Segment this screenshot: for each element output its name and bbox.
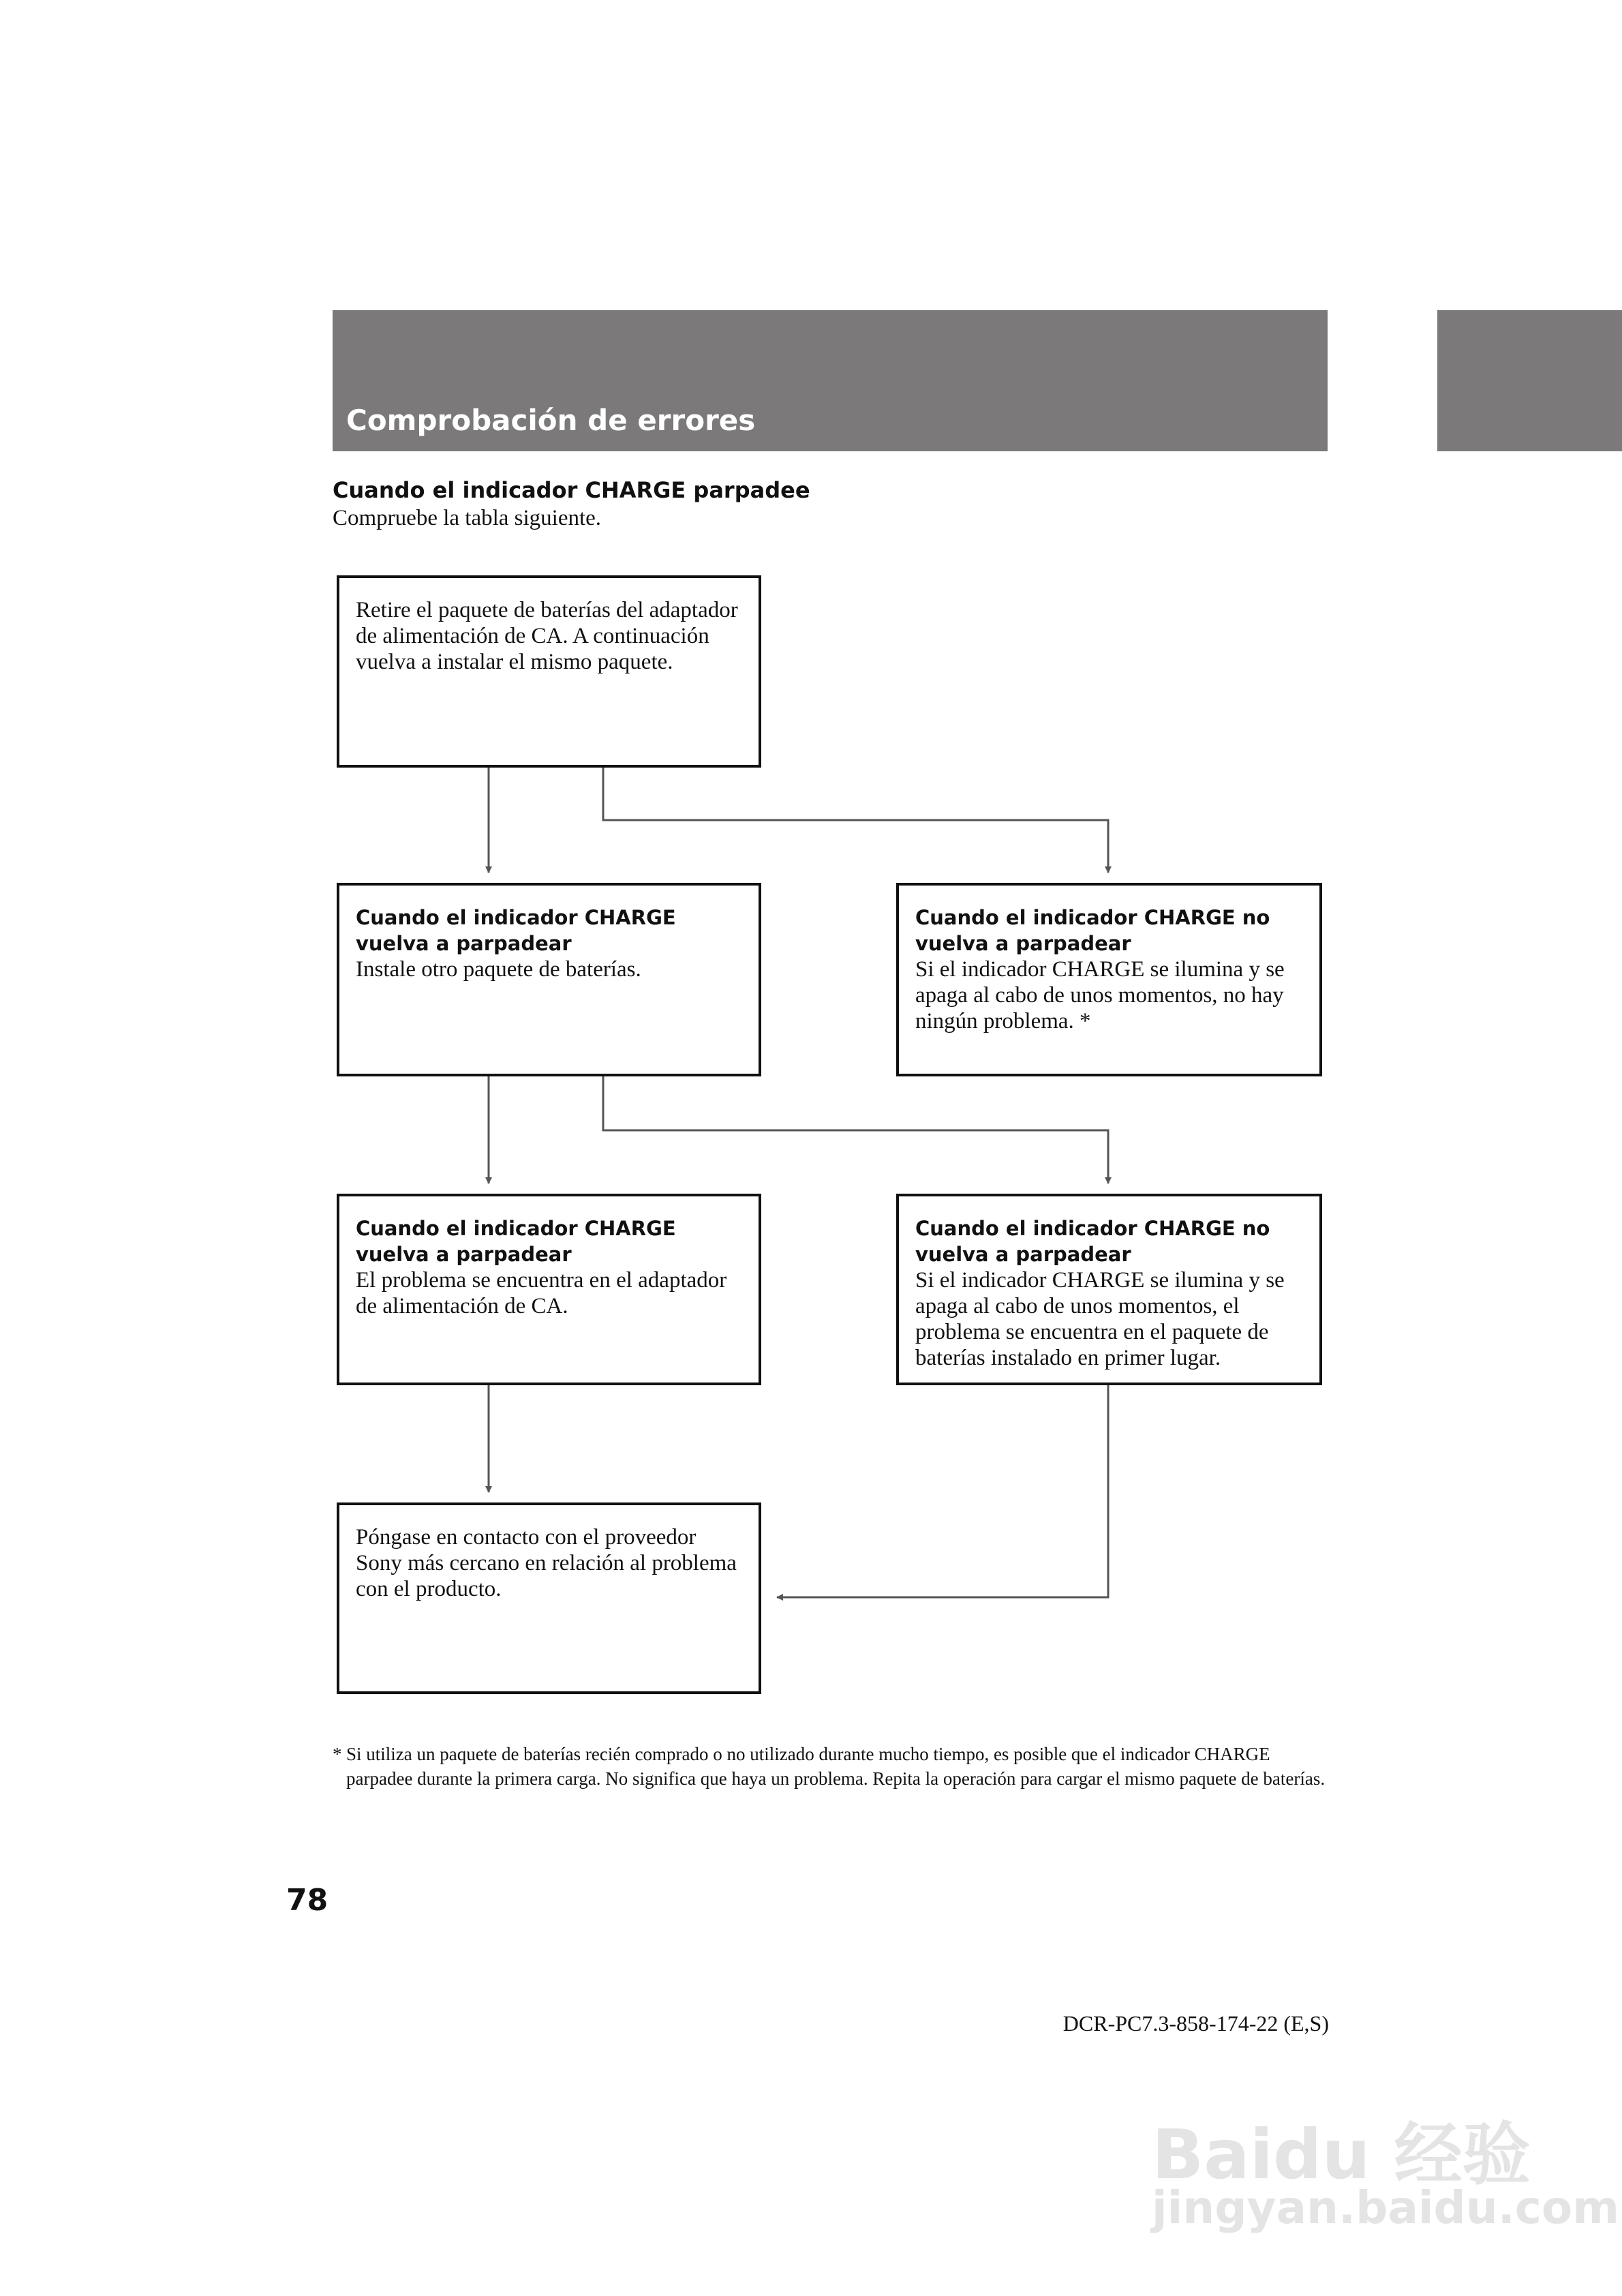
flow-box-heading: Cuando el indicador CHARGE vuelva a parpadear [356, 906, 676, 955]
flow-box-step2-no [896, 883, 1322, 1076]
flow-box-step3-yes [337, 1194, 761, 1385]
flow-box-step3-no [896, 1194, 1322, 1385]
flow-box-text: El problema se encuentra en el adaptador de alimentación de CA. [356, 1268, 727, 1318]
flow-box-text: Si el indicador CHARGE se ilumina y se apaga al cabo de unos momentos, el problema se encuentra en el paquete de baterías instalado en primer lugar. [915, 1268, 1285, 1370]
flow-box-text: Si el indicador CHARGE se ilumina y se apaga al cabo de unos momentos, no hay ningún problema. * [915, 957, 1285, 1033]
flow-box-text: Retire el paquete de baterías del adaptador de alimentación de CA. A continuación vuelva a instalar el mismo paquete. [356, 598, 738, 674]
arrow-start-to-no [603, 768, 1108, 873]
flow-box-end [337, 1502, 761, 1694]
page-number: 78 [286, 1883, 328, 1918]
section-heading: Cuando el indicador CHARGE parpadee [333, 477, 810, 503]
flow-box-heading: Cuando el indicador CHARGE no vuelva a parpadear [915, 1217, 1270, 1266]
baidu-watermark-url: jingyan.baidu.com [1152, 2181, 1620, 2234]
section-intro: Compruebe la tabla siguiente. [333, 506, 602, 530]
flow-box-start [337, 575, 761, 768]
page-title: Comprobación de errores [346, 404, 756, 437]
footnote-marker: * [333, 1744, 342, 1764]
flow-box-step2-yes [337, 883, 761, 1076]
footnote [333, 1742, 1334, 1791]
footnote-text: Si utiliza un paquete de baterías recién comprado o no utilizado durante mucho tiempo, es posible que el indicador CHARGE parpadee durante la primera carga. No significa que haya un problema. Repita la operación para cargar el mismo paquete de baterías. [346, 1744, 1326, 1789]
model-code: DCR-PC7.3-858-174-22 (E,S) [1062, 2011, 1329, 2036]
flow-box-text: Instale otro paquete de baterías. [356, 957, 641, 982]
flow-box-heading: Cuando el indicador CHARGE vuelva a parpadear [356, 1217, 676, 1266]
arrow-step2-to-no [603, 1076, 1108, 1183]
arrow-step3no-to-end [777, 1385, 1108, 1597]
flow-box-heading: Cuando el indicador CHARGE no vuelva a parpadear [915, 906, 1270, 955]
flow-box-text: Póngase en contacto con el proveedor Sony más cercano en relación al problema con el producto. [356, 1525, 737, 1601]
baidu-watermark-logo: Baidu 经验 [1152, 2115, 1531, 2194]
